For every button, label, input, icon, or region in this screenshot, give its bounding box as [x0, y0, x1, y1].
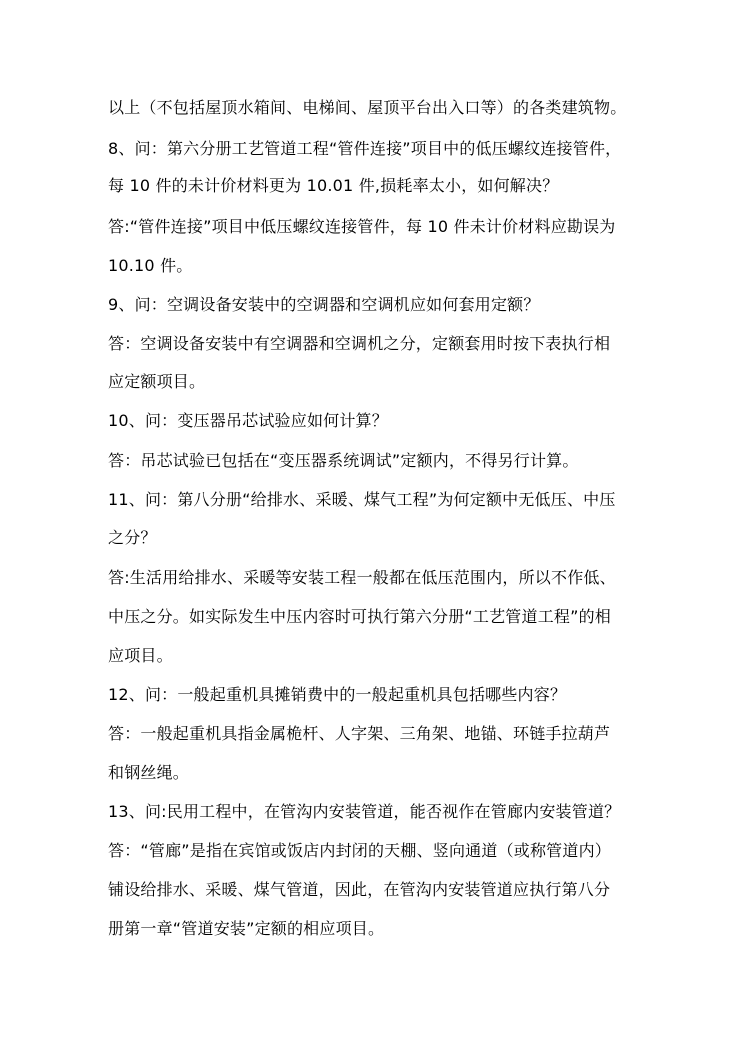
text-line-13: 答:生活用给排水、采暖等安装工程一般都在低压范围内，所以不作低、: [108, 568, 616, 587]
text-line-20: 答：“管廊”是指在宾馆或饭店内封闭的天棚、竖向通道（或称管道内）: [108, 841, 611, 860]
text-line-16: 12、问：一般起重机具摊销费中的一般起重机具包括哪些内容？: [108, 685, 567, 704]
text-line-21: 铺设给排水、采暖、煤气管道，因此，在管沟内安装管道应执行第八分: [108, 880, 611, 899]
text-line-6: 9、问：空调设备安装中的空调器和空调机应如何套用定额？: [108, 295, 540, 314]
text-line-8: 应定额项目。: [108, 372, 206, 391]
text-line-1: 以上（不包括屋顶水箱间、电梯间、屋顶平台出入口等）的各类建筑物。: [108, 98, 627, 117]
text-line-19: 13、问:民用工程中，在管沟内安装管道，能否视作在管廊内安装管道？: [108, 802, 621, 821]
text-line-3: 每 10 件的未计价材料更为 10.01 件,损耗率太小，如何解决？: [108, 176, 559, 195]
text-line-17: 答：一般起重机具指金属桅杆、人字架、三角架、地锚、环链手拉葫芦: [108, 724, 611, 743]
text-line-15: 应项目。: [108, 646, 173, 665]
text-line-7: 答：空调设备安装中有空调器和空调机之分，定额套用时按下表执行相: [108, 334, 611, 353]
text-line-18: 和钢丝绳。: [108, 763, 190, 782]
text-line-11: 11、问：第八分册“给排水、采暖、煤气工程”为何定额中无低压、中压: [108, 490, 616, 509]
text-line-14: 中压之分。如实际发生中压内容时可执行第六分册“工艺管道工程”的相: [108, 607, 611, 626]
text-line-12: 之分？: [108, 528, 157, 547]
text-line-9: 10、问：变压器吊芯试验应如何计算？: [108, 411, 388, 430]
text-line-4: 答:“管件连接”项目中低压螺纹连接管件，每 10 件未计价材料应勘误为: [108, 217, 616, 236]
text-line-5: 10.10 件。: [108, 256, 193, 275]
text-line-22: 册第一章“管道安装”定额的相应项目。: [108, 919, 385, 938]
text-line-10: 答：吊芯试验已包括在“变压器系统调试”定额内，不得另行计算。: [108, 451, 579, 470]
text-line-2: 8、问：第六分册工艺管道工程“管件连接”项目中的低压螺纹连接管件，: [108, 139, 622, 158]
